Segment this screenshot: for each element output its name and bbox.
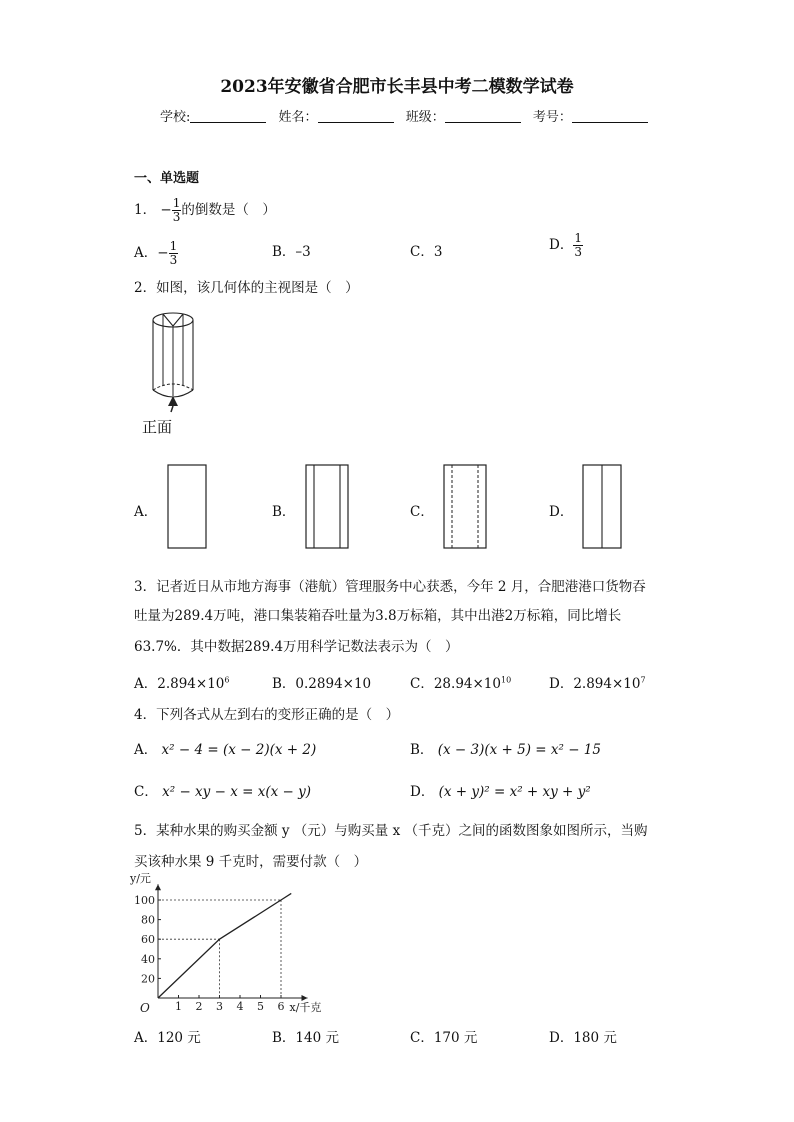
q4-a-label: A． [134,742,158,758]
q3-d-base: 2.894×10 [573,676,641,692]
front-view-label: 正面 [142,418,173,436]
name-blank[interactable] [318,110,394,123]
x-axis-label: x/千克 [289,1001,322,1014]
q2-option-b-figure[interactable] [305,464,351,550]
q1-d-den: 3 [574,245,582,259]
exam-number-label: 考号： [532,110,572,125]
name-label: 姓名： [278,110,318,125]
y-tick-label-100: 100 [134,894,155,907]
q2-option-a-figure[interactable] [167,464,209,550]
q3-b-label: B． [272,676,296,692]
q4-stem: 4．下列各式从左到右的变形正确的是（ ） [134,707,400,723]
section-heading: 一、单选题 [134,171,200,186]
q1-a-num: 1 [169,239,178,253]
q5-option-d[interactable]: D．180 元 [549,1030,617,1046]
q4-c-label: C． [134,784,158,800]
y-tick-label-60: 60 [141,933,155,947]
y-tick-label-40: 40 [141,952,155,966]
question-2: 2．如图，该几何体的主视图是（ ） [134,280,359,296]
q1-minus: − [160,202,172,218]
q1-fraction [172,197,182,224]
school-blank[interactable] [190,110,266,123]
q4-option-a[interactable] [134,738,316,758]
q2-option-d-label[interactable]: D． [549,504,574,520]
q1-option-d[interactable] [549,232,583,259]
q1-number: 1． [134,202,157,218]
x-tick-label-4: 4 [236,1000,244,1013]
page-title: 2023年安徽省合肥市长丰县中考二模数学试卷 [220,77,574,97]
q5-chart [128,870,328,1018]
q3-option-d[interactable] [549,672,646,692]
q3-line-1: 3．记者近日从市地方海事（港航）管理服务中心获悉，今年 2 月，合肥港港口货物吞 [134,579,646,595]
q1-option-a[interactable] [134,240,178,267]
y-axis-arrow [155,884,161,890]
x-tick-label-6: 6 [277,1000,285,1013]
q3-b-base: 0.2894×10 [295,676,372,692]
q3-c-exp: 10 [500,675,512,685]
q1-frac-den: 3 [172,210,181,224]
class-label: 班级： [405,110,445,125]
q4-b-expr: (x − 3)(x + 5) = x² − 15 [437,742,601,758]
q4-a-expr: x² − 4 = (x − 2)(x + 2) [161,742,317,758]
q1-d-label: D． [549,237,574,253]
x-tick-label-1: 1 [175,1000,182,1013]
q3-d-exp: 7 [640,675,646,685]
y-tick-label-20: 20 [141,972,155,986]
q1-d-num: 1 [574,231,582,245]
q1-a-den: 3 [169,253,178,267]
q1-option-c[interactable]: C．3 [410,244,443,260]
q2-option-d-figure[interactable] [582,464,624,550]
q5-option-b[interactable]: B．140 元 [272,1030,339,1046]
student-info-row [160,106,656,125]
q3-c-label: C． [410,676,434,692]
q3-option-c[interactable] [410,672,511,692]
q2-option-a-label[interactable]: A． [134,504,158,520]
q3-a-exp: 6 [224,675,230,685]
q2-option-c-figure[interactable] [443,464,489,550]
q5-option-c[interactable]: C．170 元 [410,1030,478,1046]
q1-option-b[interactable]: B．–3 [272,244,311,260]
q3-line-2: 吐量为289.4万吨，港口集装箱吞吐量为3.8万标箱，其中出港2万标箱，同比增长 [134,608,622,624]
q2-option-c-label[interactable]: C． [410,504,434,520]
y-tick-label-80: 80 [141,913,155,927]
q4-option-d[interactable] [410,780,591,800]
school-label: 学校: [160,110,191,125]
q5-line-1: 5．某种水果的购买金额 y （元）与购买量 x （千克）之间的函数图象如图所示，当购 [134,823,648,839]
q4-b-label: B． [410,742,434,758]
q1-a-fraction [169,240,179,267]
exam-number-blank[interactable] [572,110,648,123]
q1-d-fraction [573,232,583,259]
q5-option-a[interactable]: A．120 元 [134,1030,201,1046]
x-tick-label-2: 2 [195,1000,203,1013]
q4-option-b[interactable] [410,738,601,758]
q1-text: 的倒数是（ ） [181,202,276,218]
q4-c-expr: x² − xy − x = x(x − y) [162,784,311,800]
y-axis-label: y/元 [130,872,151,885]
q4-option-c[interactable] [134,780,311,800]
price-line [158,893,291,998]
q1-frac-num: 1 [172,196,181,210]
q3-option-b[interactable] [272,672,371,692]
origin-label: O [140,1001,150,1015]
q4-d-label: D． [410,784,435,800]
q1-a-label: A． [134,245,158,261]
q3-c-base: 28.94×10 [433,676,501,692]
q5-line-2: 买该种水果 9 千克时，需要付款（ ） [134,854,368,870]
x-tick-label-5: 5 [257,1000,264,1013]
q3-a-label: A． [134,676,158,692]
q3-option-a[interactable] [134,672,229,692]
question-1 [134,197,276,224]
q2-option-b-label[interactable]: B． [272,504,296,520]
q3-d-label: D． [549,676,574,692]
class-blank[interactable] [445,110,521,123]
q4-d-expr: (x + y)² = x² + xy + y² [438,784,591,800]
q3-line-3: 63.7%．其中数据289.4万用科学记数法表示为（ ） [134,639,459,655]
x-tick-label-3: 3 [216,1000,223,1013]
q1-a-minus: − [157,245,169,261]
q3-a-base: 2.894×10 [157,676,225,692]
